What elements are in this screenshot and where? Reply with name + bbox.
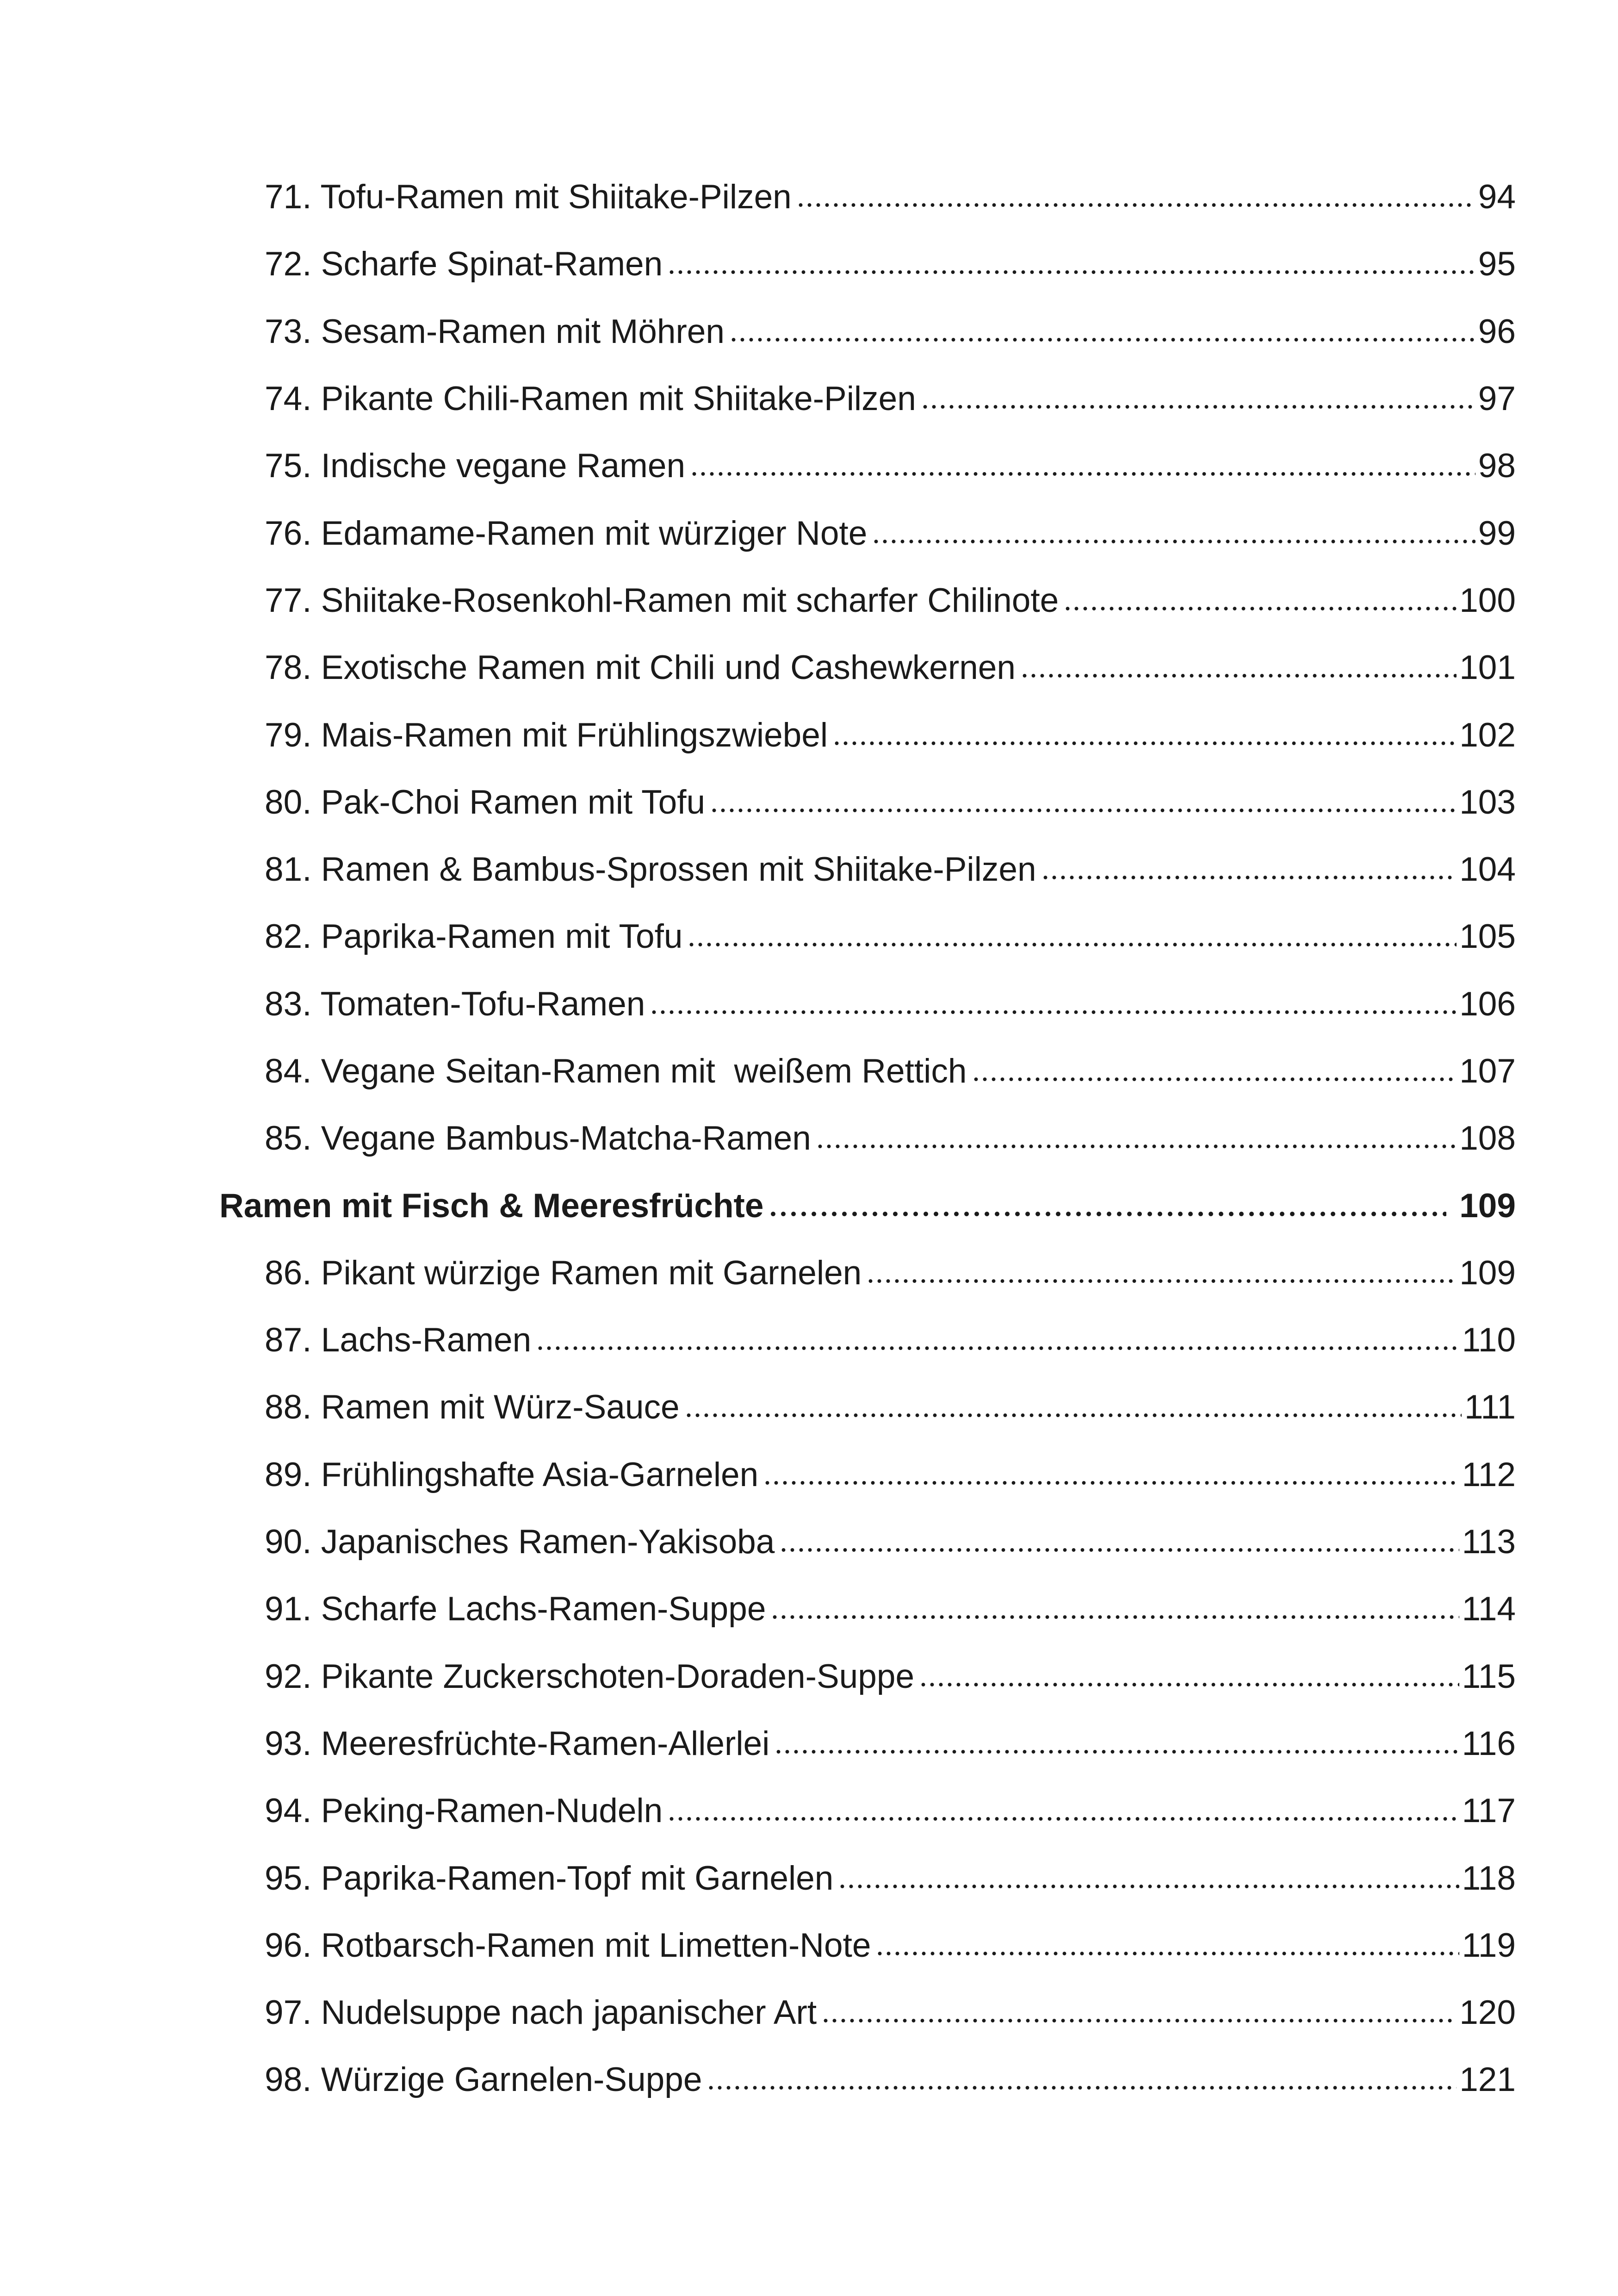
toc-entry[interactable] xyxy=(265,1508,1516,1575)
toc-entry-title: 98. Würzige Garnelen-Suppe xyxy=(265,2061,702,2099)
toc-entry-title: 78. Exotische Ramen mit Chili und Cashewkernen xyxy=(265,649,1016,687)
dot-leader xyxy=(687,920,1457,953)
toc-entry[interactable] xyxy=(265,769,1516,836)
toc-entry-page: 119 xyxy=(1462,1926,1516,1964)
toc-entry[interactable] xyxy=(265,1979,1516,2046)
toc-entry[interactable] xyxy=(265,1844,1516,1911)
toc-entry-page: 107 xyxy=(1459,1052,1516,1090)
toc-entry-title: 96. Rotbarsch-Ramen mit Limetten-Note xyxy=(265,1926,871,1964)
toc-entry[interactable] xyxy=(265,163,1516,230)
dot-leader xyxy=(667,247,1475,281)
toc-entry-page: 102 xyxy=(1459,716,1516,754)
toc-entry-title: 73. Sesam-Ramen mit Möhren xyxy=(265,312,725,350)
dot-leader xyxy=(536,1323,1459,1357)
toc-entry[interactable] xyxy=(265,365,1516,432)
toc-entry-title: 83. Tomaten-Tofu-Ramen xyxy=(265,985,645,1023)
toc-section-title: Ramen mit Fisch & Meeresfrüchte xyxy=(219,1187,764,1225)
toc-entry-title: 76. Edamame-Ramen mit würziger Note xyxy=(265,514,868,552)
dot-leader xyxy=(729,315,1475,348)
dot-leader xyxy=(710,785,1457,819)
toc-entry-page: 118 xyxy=(1462,1859,1516,1897)
dot-leader xyxy=(1020,651,1457,684)
toc-entry-page: 113 xyxy=(1462,1523,1516,1561)
dot-leader xyxy=(667,1794,1459,1828)
dot-leader xyxy=(796,180,1475,214)
dot-leader xyxy=(832,718,1457,752)
dot-leader xyxy=(779,1525,1459,1559)
toc-entry-page: 94 xyxy=(1478,178,1516,216)
toc-entry[interactable] xyxy=(265,2046,1516,2113)
toc-entry-page: 97 xyxy=(1478,380,1516,418)
dot-leader xyxy=(872,516,1475,550)
toc-entry-page: 114 xyxy=(1462,1590,1516,1628)
toc-entry-title: 94. Peking-Ramen-Nudeln xyxy=(265,1792,663,1830)
toc-entry-title: 79. Mais-Ramen mit Frühlingszwiebel xyxy=(265,716,828,754)
toc-entry[interactable] xyxy=(265,701,1516,768)
toc-entry-title: 93. Meeresfrüchte-Ramen-Allerlei xyxy=(265,1724,770,1762)
dot-leader xyxy=(684,1390,1462,1424)
toc-entry-page: 104 xyxy=(1459,851,1516,889)
toc-entry[interactable] xyxy=(265,971,1516,1038)
toc-entry-title: 88. Ramen mit Würz-Sauce xyxy=(265,1388,680,1426)
dot-leader xyxy=(1063,584,1457,617)
toc-entry-page: 108 xyxy=(1459,1120,1516,1157)
toc-entry-title: 82. Paprika-Ramen mit Tofu xyxy=(265,918,683,956)
toc-section-page: 109 xyxy=(1459,1187,1516,1225)
toc-entry[interactable] xyxy=(265,1374,1516,1441)
toc-entry[interactable] xyxy=(265,634,1516,701)
toc-entry-title: 74. Pikante Chili-Ramen mit Shiitake-Pilzen xyxy=(265,380,916,418)
toc-entry-page: 96 xyxy=(1478,312,1516,350)
toc-entry-page: 117 xyxy=(1462,1792,1516,1830)
dot-leader xyxy=(763,1458,1459,1492)
toc-section-heading[interactable] xyxy=(219,1172,1516,1239)
toc-entry-page: 103 xyxy=(1459,783,1516,821)
toc-entry[interactable] xyxy=(265,1307,1516,1374)
dot-leader xyxy=(816,1121,1457,1155)
toc-entry-title: 92. Pikante Zuckerschoten-Doraden-Suppe xyxy=(265,1657,915,1695)
table-of-contents xyxy=(0,163,1618,2114)
dot-leader xyxy=(650,987,1457,1021)
toc-entry[interactable] xyxy=(265,1038,1516,1105)
toc-entry-page: 101 xyxy=(1459,649,1516,687)
dot-leader xyxy=(1041,852,1457,886)
toc-entry-title: 80. Pak-Choi Ramen mit Tofu xyxy=(265,783,706,821)
toc-entry-page: 98 xyxy=(1478,447,1516,485)
toc-entry-title: 91. Scharfe Lachs-Ramen-Suppe xyxy=(265,1590,766,1628)
toc-entry[interactable] xyxy=(265,836,1516,903)
toc-entry-title: 90. Japanisches Ramen-Yakisoba xyxy=(265,1523,775,1561)
toc-entry-title: 75. Indische vegane Ramen xyxy=(265,447,686,485)
toc-entry-title: 77. Shiitake-Rosenkohl-Ramen mit scharfer Chilinote xyxy=(265,581,1059,619)
toc-entry-page: 95 xyxy=(1478,245,1516,283)
toc-entry-page: 100 xyxy=(1459,581,1516,619)
toc-entry-page: 115 xyxy=(1462,1657,1516,1695)
toc-entry-page: 120 xyxy=(1459,1994,1516,2032)
toc-entry-page: 111 xyxy=(1464,1388,1516,1426)
toc-entry[interactable] xyxy=(265,567,1516,634)
toc-entry-page: 99 xyxy=(1478,514,1516,552)
dot-leader xyxy=(838,1861,1459,1895)
toc-entry[interactable] xyxy=(265,1643,1516,1710)
dot-leader xyxy=(875,1929,1459,1962)
toc-entry-title: 86. Pikant würzige Ramen mit Garnelen xyxy=(265,1254,862,1292)
toc-entry-page: 121 xyxy=(1459,2061,1516,2099)
dot-leader xyxy=(690,449,1475,483)
toc-entry-title: 95. Paprika-Ramen-Topf mit Garnelen xyxy=(265,1859,834,1897)
toc-entry-title: 72. Scharfe Spinat-Ramen xyxy=(265,245,663,283)
dot-leader xyxy=(919,1660,1459,1693)
dot-leader xyxy=(972,1054,1457,1088)
toc-entry[interactable] xyxy=(265,1777,1516,1844)
toc-entry-page: 109 xyxy=(1459,1254,1516,1292)
toc-entry-page: 110 xyxy=(1462,1321,1516,1359)
toc-entry[interactable] xyxy=(265,432,1516,499)
toc-entry[interactable] xyxy=(265,230,1516,298)
toc-entry[interactable] xyxy=(265,903,1516,970)
toc-entry[interactable] xyxy=(265,1710,1516,1777)
toc-entry-page: 106 xyxy=(1459,985,1516,1023)
toc-entry-title: 85. Vegane Bambus-Matcha-Ramen xyxy=(265,1120,811,1157)
toc-entry[interactable] xyxy=(265,1575,1516,1643)
dot-leader xyxy=(866,1256,1457,1290)
toc-entry-title: 71. Tofu-Ramen mit Shiitake-Pilzen xyxy=(265,178,792,216)
toc-entry-title: 87. Lachs-Ramen xyxy=(265,1321,532,1359)
toc-entry-page: 105 xyxy=(1459,918,1516,956)
toc-entry[interactable] xyxy=(265,499,1516,566)
toc-entry-title: 81. Ramen & Bambus-Sprossen mit Shiitake-Pilzen xyxy=(265,851,1036,889)
toc-entry[interactable] xyxy=(265,1912,1516,1979)
toc-entry[interactable] xyxy=(265,1441,1516,1508)
dot-leader xyxy=(821,1996,1457,2029)
toc-entry-page: 116 xyxy=(1462,1724,1516,1762)
toc-entry[interactable] xyxy=(265,298,1516,365)
toc-entry-title: 97. Nudelsuppe nach japanischer Art xyxy=(265,1994,817,2032)
dot-leader xyxy=(770,1592,1459,1626)
dot-leader xyxy=(707,2063,1457,2097)
dot-leader xyxy=(774,1727,1459,1761)
toc-entry-title: 89. Frühlingshafte Asia-Garnelen xyxy=(265,1456,759,1493)
toc-entry-page: 112 xyxy=(1462,1456,1516,1493)
toc-entry[interactable] xyxy=(265,1105,1516,1172)
dot-leader xyxy=(768,1189,1446,1223)
toc-entry[interactable] xyxy=(265,1239,1516,1307)
dot-leader xyxy=(921,382,1475,416)
toc-entry-title: 84. Vegane Seitan-Ramen mit weißem Rettich xyxy=(265,1052,967,1090)
